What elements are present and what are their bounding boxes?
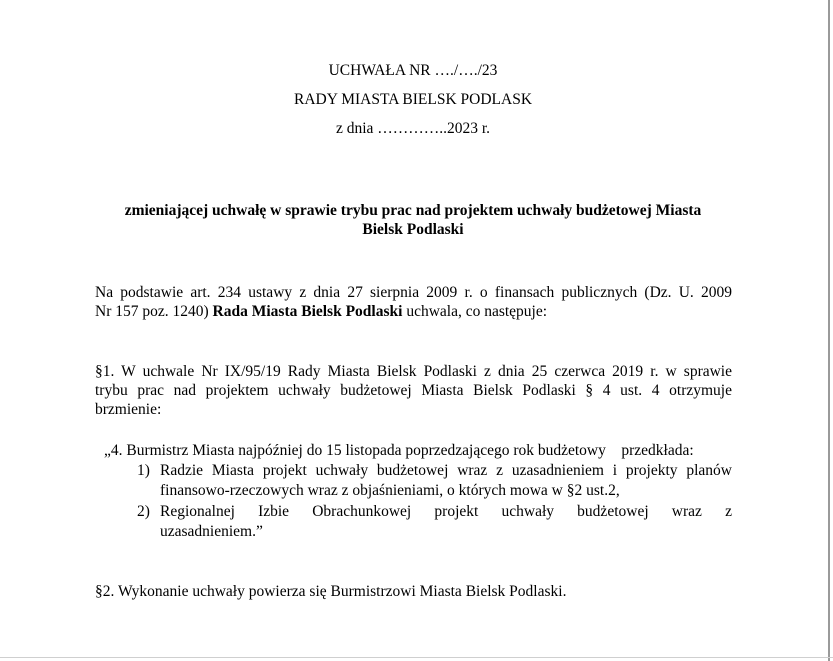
- resolution-body: RADY MIASTA BIELSK PODLASK: [293, 91, 533, 108]
- resolution-title: UCHWAŁA NR …./…./23: [328, 62, 498, 79]
- subject-line-2: Bielsk Podlaski: [362, 221, 464, 238]
- list-item-1-line-2: finansowo-rzeczowych wraz z objaśnieniami, o których mowa w §2 ust.2,: [160, 482, 620, 499]
- list-item-1-number: 1): [137, 462, 150, 479]
- preamble-suffix: uchwala, co następuje:: [406, 303, 548, 320]
- preamble-prefix: Nr 157 poz. 1240): [95, 303, 209, 320]
- subject-line-1: zmieniającej uchwałę w sprawie trybu prac nad projektem uchwały budżetowej Miasta: [124, 202, 702, 219]
- page-edge-bottom: [0, 657, 833, 658]
- preamble-line-1: Na podstawie art. 234 ustawy z dnia 27 sierpnia 2009 r. o finansach publicznych (Dz. U. 2009: [95, 284, 732, 301]
- preamble-bold: Rada Miasta Bielsk Podlaski: [212, 303, 403, 320]
- paragraph1-line-3: brzmienie:: [95, 401, 162, 418]
- list-item-2-line-1: Regionalnej Izbie Obrachunkowej projekt uchwały budżetowej wraz z: [160, 503, 732, 520]
- page-edge-right: [828, 0, 830, 661]
- resolution-date: z dnia …………..2023 r.: [335, 120, 491, 137]
- paragraph1-line-1: §1. W uchwale Nr IX/95/19 Rady Miasta Bielsk Podlaski z dnia 25 czerwca 2019 r. w sprawie: [95, 363, 732, 380]
- preamble-line-2: [95, 302, 732, 322]
- paragraph1-line-2: trybu prac nad projektem uchwały budżetowej Miasta Bielsk Podlaski § 4 ust. 4 otrzymuje: [95, 382, 732, 399]
- paragraph2: §2. Wykonanie uchwały powierza się Burmistrzowi Miasta Bielsk Podlaski.: [95, 583, 567, 600]
- list-item-2-number: 2): [137, 503, 150, 520]
- list-item-2-line-2: uzasadnieniem.”: [160, 523, 263, 540]
- quote-intro: „4. Burmistrz Miasta najpóźniej do 15 listopada poprzedzającego rok budżetowy przedkłada:: [104, 442, 694, 459]
- list-item-1-line-1: Radzie Miasta projekt uchwały budżetowej wraz z uzasadnieniem i projekty planów: [160, 462, 732, 479]
